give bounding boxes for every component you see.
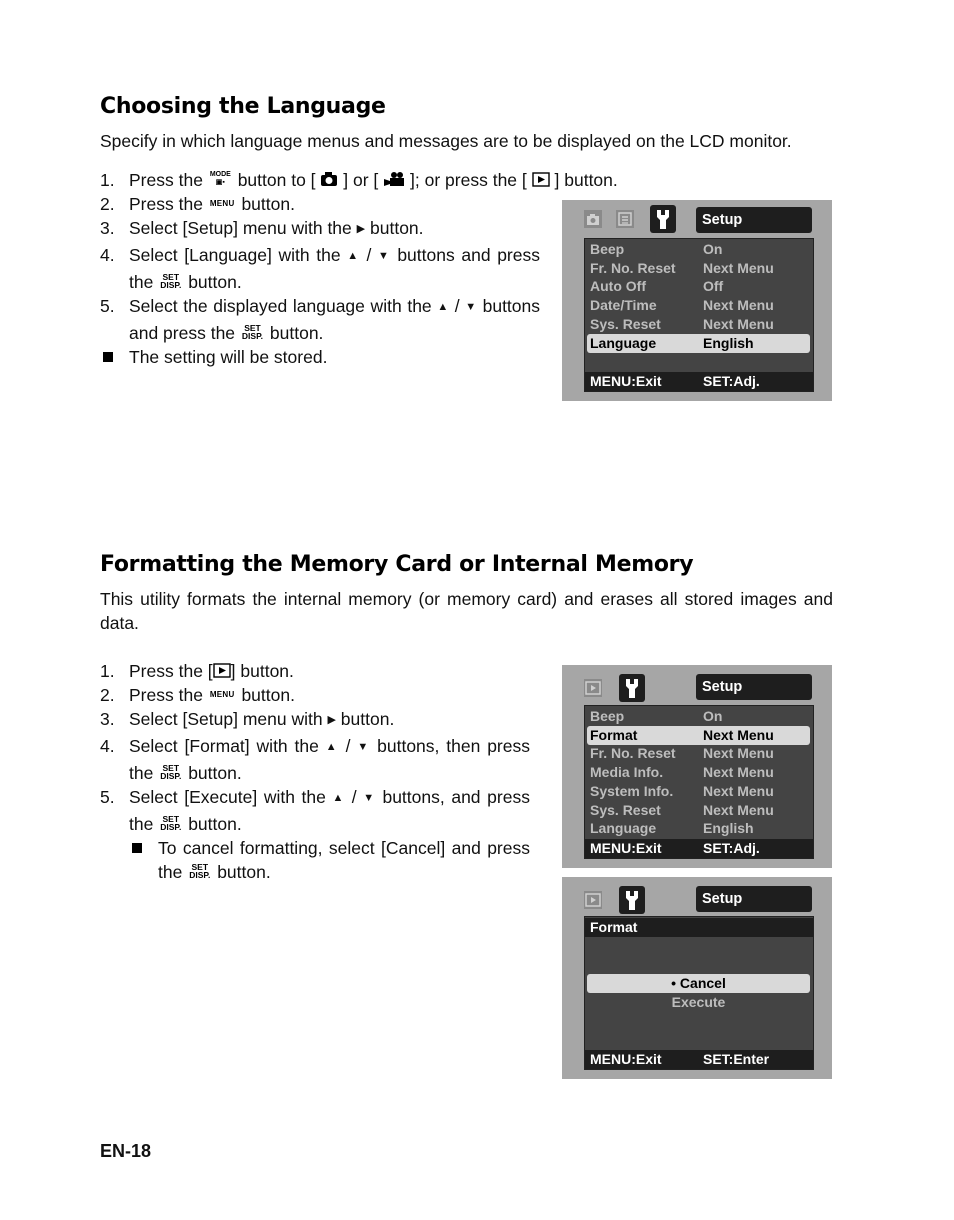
step-4: 4. Select [Language] with the ▲ / ▼ buttons and press the SET DISP. button.: [100, 245, 540, 292]
menu-row-sys-reset: Sys. Reset Next Menu: [590, 316, 774, 332]
menu-row-sys-reset: Sys. Reset Next Menu: [590, 802, 774, 818]
menu-title: Setup: [696, 886, 812, 912]
mode-key-icon: MODE ▣​▪: [209, 171, 231, 187]
lcd-format-confirm: [562, 877, 832, 1079]
up-arrow-icon: ▲: [347, 250, 360, 262]
step-3: 3. Select [Setup] menu with ▶ button.: [100, 709, 395, 729]
step-5: 5. Select the displayed language with the ▲ / ▼ buttons and press the SET DISP. button.: [100, 296, 541, 343]
format-steps: [100, 659, 530, 884]
format-option-execute: Execute: [671, 994, 726, 1010]
down-arrow-icon: ▼: [363, 792, 376, 804]
menu-key-icon: MENU: [209, 199, 235, 209]
right-arrow-icon: ▶: [356, 223, 366, 235]
lcd-footer: MENU:Exit SET:Enter: [585, 1050, 813, 1069]
camera-icon: [320, 171, 338, 187]
menu-row-format: Format Next Menu: [587, 726, 810, 745]
menu-row-beep: Beep On: [590, 241, 723, 257]
up-arrow-icon: ▲: [437, 301, 450, 313]
lcd-menu-list: [584, 238, 814, 392]
set-disp-key-icon: SET DISP.: [160, 814, 182, 833]
wrench-icon: [650, 205, 676, 233]
format-dialog: [584, 916, 814, 1070]
menu-row-media-info: Media Info. Next Menu: [590, 764, 774, 780]
setup-tab: [619, 674, 645, 702]
square-bullet-icon: [132, 843, 142, 853]
lcd-menu-list: [584, 705, 814, 859]
format-dialog-header: Format: [585, 918, 813, 937]
page-number: EN-18: [100, 1141, 152, 1161]
lcd-setup-language: [562, 200, 832, 401]
list-tab-icon: [616, 210, 634, 228]
menu-row-auto-off: Auto Off Off: [590, 278, 724, 294]
step-2: 2. Press the MENU button.: [100, 194, 295, 214]
set-disp-key-icon: SET DISP.: [189, 862, 211, 881]
up-arrow-icon: ▲: [332, 792, 346, 804]
step-5: 5. Select [Execute] with the ▲ / ▼ buttons, and press the SET DISP. button.: [100, 787, 530, 834]
set-disp-key-icon: SET DISP.: [241, 323, 264, 342]
camera-tab-icon: [584, 210, 602, 228]
menu-row-language: Language English: [587, 334, 810, 353]
menu-row-date-time: Date/Time Next Menu: [590, 297, 774, 313]
menu-key-icon: MENU: [209, 690, 235, 700]
step-1: 1. Press the [ ] button.: [100, 661, 294, 681]
menu-row-system-info: System Info. Next Menu: [590, 783, 774, 799]
down-arrow-icon: ▼: [357, 741, 371, 753]
step-note: To cancel formatting, select [Cancel] and press the SET DISP. button.: [129, 836, 530, 884]
up-arrow-icon: ▲: [325, 741, 339, 753]
step-4: 4. Select [Format] with the ▲ / ▼ buttons, then press the SET DISP. button.: [100, 736, 530, 783]
wrench-icon: [619, 886, 645, 914]
down-arrow-icon: ▼: [465, 301, 477, 313]
setup-tab: [619, 886, 645, 914]
menu-row-fr-no-reset: Fr. No. Reset Next Menu: [590, 260, 774, 276]
set-disp-key-icon: SET DISP.: [160, 272, 182, 291]
playback-tab-icon: [584, 679, 602, 697]
step-3: 3. Select [Setup] menu with the ▶ button.: [100, 218, 424, 238]
section-intro-language: Specify in which language menus and messages are to be displayed on the LCD monitor.: [100, 131, 792, 151]
down-arrow-icon: ▼: [378, 250, 391, 262]
right-arrow-icon: ▶: [327, 714, 336, 726]
video-camera-icon: [383, 171, 405, 187]
playback-icon: [213, 662, 231, 678]
step-note: The setting will be stored.: [100, 345, 660, 369]
lcd-footer: MENU:Exit SET:Adj.: [585, 839, 813, 858]
set-disp-key-icon: SET DISP.: [160, 763, 182, 782]
wrench-icon: [619, 674, 645, 702]
menu-row-beep: Beep On: [590, 708, 723, 724]
setup-tab: [650, 205, 676, 233]
playback-icon: [532, 171, 550, 187]
section-intro-format: This utility formats the internal memory (or memory card) and erases all stored images and data.: [100, 589, 833, 633]
step-2: 2. Press the MENU button.: [100, 685, 295, 705]
menu-row-language: Language English: [590, 820, 754, 836]
square-bullet-icon: [103, 352, 113, 362]
menu-title: Setup: [696, 207, 812, 233]
format-option-cancel: • Cancel: [587, 974, 810, 993]
lcd-footer: MENU:Exit SET:Adj.: [585, 372, 813, 391]
step-1: 1. Press the MODE ▣​▪ button to [ ] or [ ]; or press the [ ] button.: [100, 170, 618, 190]
lcd-setup-format: [562, 665, 832, 868]
menu-title: Setup: [696, 674, 812, 700]
section-heading-language: Choosing the Language: [100, 94, 386, 119]
section-heading-format: Formatting the Memory Card or Internal Memory: [100, 552, 694, 577]
playback-tab-icon: [584, 891, 602, 909]
menu-row-fr-no-reset: Fr. No. Reset Next Menu: [590, 745, 774, 761]
